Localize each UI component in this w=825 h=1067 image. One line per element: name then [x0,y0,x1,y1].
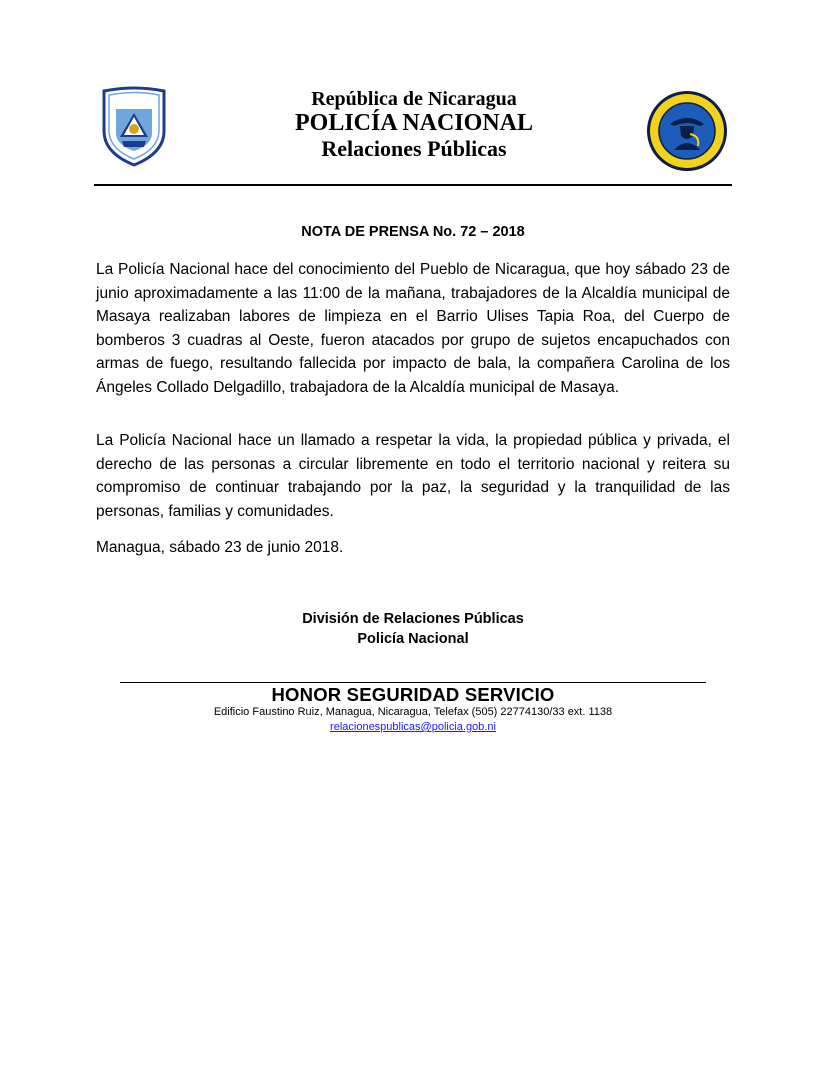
letterhead-titles [214,88,614,162]
signature-division: División de Relaciones Públicas [302,611,524,627]
department-name: Relaciones Públicas [321,136,507,162]
signature-institution: Policía Nacional [357,631,469,647]
email-link[interactable]: relacionespublicas@policia.gob.ni [330,721,496,733]
country-name: República de Nicaragua [311,88,517,110]
police-badge-icon [100,85,168,167]
sandino-emblem-icon [646,90,728,172]
footer-address: Edificio Faustino Ruiz, Managua, Nicaragua, Telefax (505) 22774130/33 ext. 1138 [213,706,613,718]
footer-motto: HONOR SEGURIDAD SERVICIO [271,684,555,705]
header-divider [94,184,732,186]
institution-name: POLICÍA NACIONAL [294,110,534,137]
footer-divider [120,682,706,683]
footer-email [94,721,732,733]
place-date: Managua, sábado 23 de junio 2018. [96,539,344,556]
press-release-title: NOTA DE PRENSA No. 72 – 2018 [301,224,525,240]
body-paragraph-1: La Policía Nacional hace del conocimiento del Pueblo de Nicaragua, que hoy sábado 23 de junio aproximadamente a las 11:00 de la mañana, trabajadores de la Alcaldía municipal de Masaya realizaban labores de limpieza en el Barrio Ulises Tapia Roa, del Cuerpo de bomberos 3 cuadras al Oeste, fueron atacados por grupo de sujetos encapuchados con armas de fuego, resultando fallecida por impacto de bala, la compañera Carolina de los Ángeles Collado Delgadillo, trabajadora de la Alcaldía municipal de Masaya. [96,261,730,396]
signature-block [94,609,732,649]
body-paragraph-2: La Policía Nacional hace un llamado a respetar la vida, la propiedad pública y privada, el derecho de las personas a circular libremente en todo el territorio nacional y reitera su compromiso de continuar trabajando por la paz, la seguridad y la tranquilidad de las personas, familias y comunidades. [96,432,730,520]
letterhead [94,80,732,184]
